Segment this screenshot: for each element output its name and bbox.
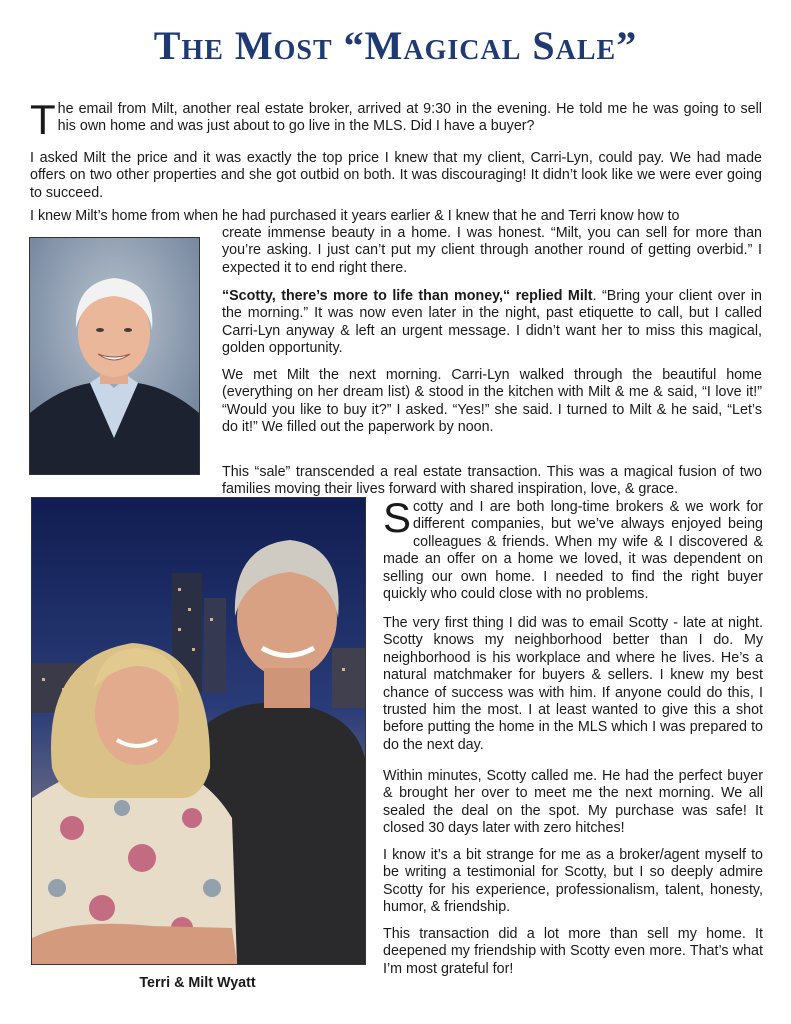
paragraph-within-minutes: Within minutes, Scotty called me. He had the perfect buyer & brought her over to meet me the next morning. We all sealed the deal on the spot. My purchase was safe! It closed 30 days later with zero hitches!: [383, 768, 763, 837]
milt-reply-rest: . “Bring your client over in the morning.” It was now even later in the night, past etiquette to call, but I called Carri-Lyn anyway & left an urgent message. I didn’t want her to miss this magical, golden opportunity.: [222, 288, 762, 357]
milt-quote: “Scotty, there’s more to life than money,“ replied Milt: [222, 288, 593, 304]
milt-portrait-illustration: [30, 238, 199, 474]
milt-portrait-photo: [29, 237, 200, 475]
couple-photo: [31, 497, 366, 965]
paragraph-price: I asked Milt the price and it was exactly the top price I knew that my client, Carri-Lyn, could pay. We had made offers on two other properties and she got outbid on both. It was discouraging! It didn’t look like we were ever going to succeed.: [30, 150, 762, 201]
paragraph-transcended: This “sale” transcended a real estate transaction. This was a magical fusion of two families moving their lives forward with shared inspiration, love, & grace.: [222, 464, 762, 498]
paragraph-friendship: This transaction did a lot more than sell my home. It deepened my friendship with Scotty even more. That’s what I’m most grateful for!: [383, 926, 763, 977]
photo-caption: Terri & Milt Wyatt: [139, 975, 256, 991]
paragraph-next-morning: We met Milt the next morning. Carri-Lyn walked through the beautiful home (everything on her dream list) & stood in the kitchen with Milt & me & said, “I love it!” “Would you like to buy it?” I asked. “Yes!” she said. I turned to Milt & he said, “Let’s do it!” We filled out the paperwork by noon.: [222, 367, 762, 436]
dropcap-t: T: [30, 96, 56, 143]
couple-photo-illustration: [32, 498, 365, 964]
paragraph-honest: create immense beauty in a home. I was honest. “Milt, you can sell for more than you’re asking. I just can’t put my client through another round of getting overbid.” I expected it to end right there.: [222, 225, 762, 276]
paragraph-milt-reply: [222, 288, 762, 358]
page-title: The Most “Magical Sale”: [153, 23, 638, 68]
paragraph-email-text: he email from Milt, another real estate broker, arrived at 9:30 in the evening. He told me he was going to sell his own home and was just about to go live in the MLS. Did I have a buyer?: [57, 101, 762, 135]
dropcap-s: S: [383, 494, 412, 541]
paragraph-long-time-brokers-text: cotty and I are both long-time brokers & we work for different companies, but we’ve always enjoyed being colleagues & friends. When my wife & I discovered & made an offer on a home we loved, it was dependent on selling our own home. I needed to find the right buyer quickly who could close with no problems.: [383, 499, 763, 603]
paragraph-email: [30, 96, 762, 143]
paragraph-testimonial: I know it’s a bit strange for me as a broker/agent myself to be writing a testimonial for Scotty, but I so deeply admire Scotty for his experience, professionalism, talent, honesty, humor, & friendship.: [383, 847, 763, 916]
paragraph-knew-home: I knew Milt’s home from when he had purchased it years earlier & I knew that he and Terri know how to: [30, 208, 680, 224]
paragraph-long-time-brokers: [383, 494, 763, 603]
paragraph-email-scotty: The very first thing I did was to email Scotty - late at night. Scotty knows my neighborhood better than I do. My neighborhood is his workplace and where he lives. He’s a natural matchmaker for buyers & sellers. I knew my best chance of success was with him. If anyone could do this, I trusted him the most. I at least wanted to give this a shot before putting the home in the MLS which I was prepared to do the next day.: [383, 615, 763, 753]
